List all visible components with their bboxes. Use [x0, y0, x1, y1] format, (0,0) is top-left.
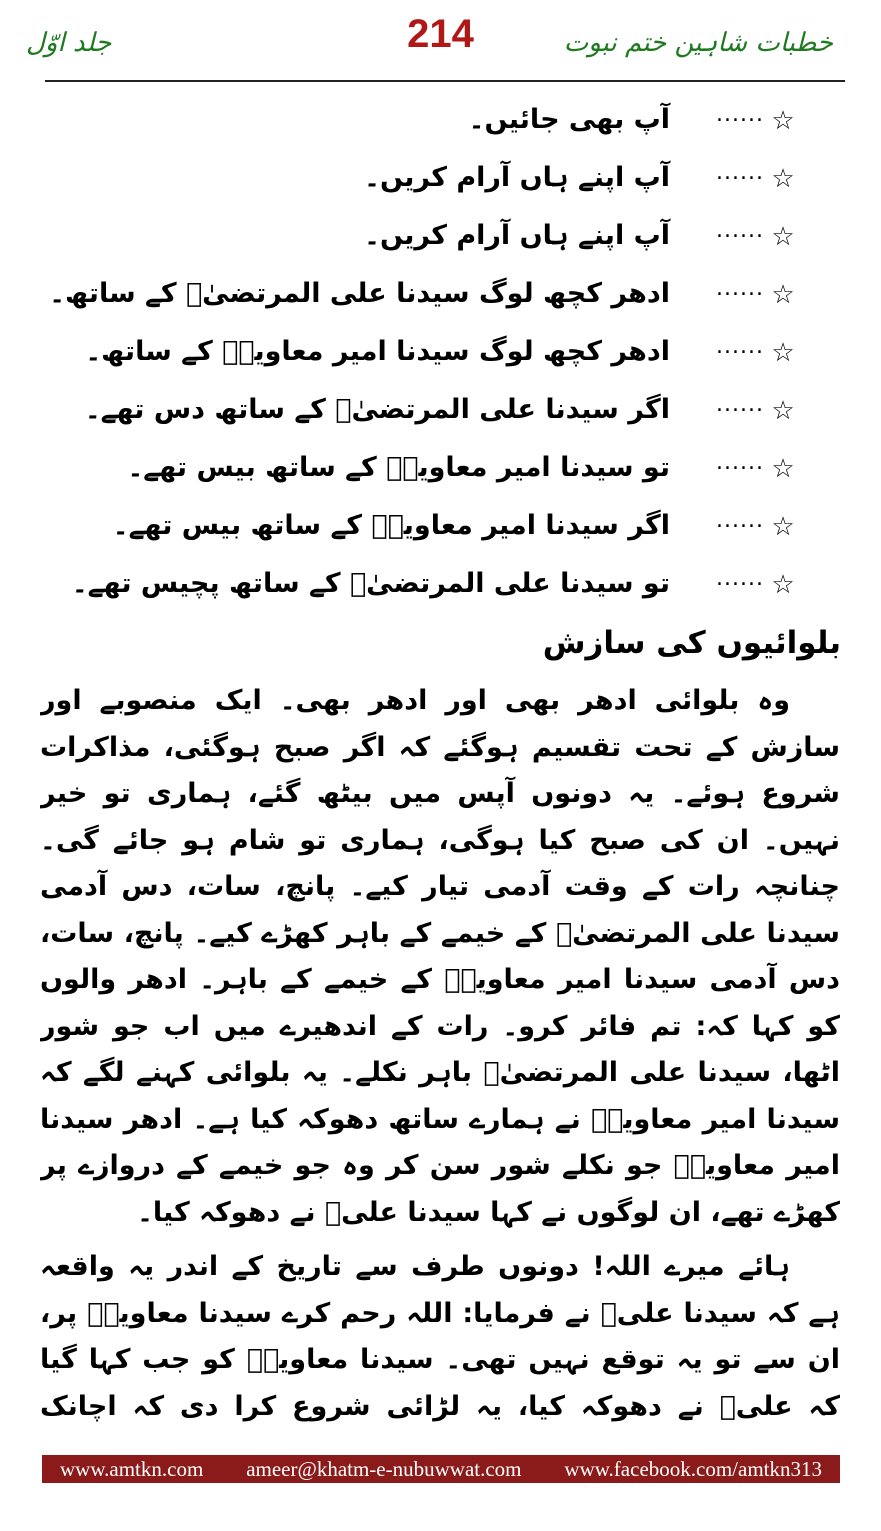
- list-item: [40, 332, 800, 390]
- star-icon: ☆: [771, 222, 795, 252]
- dot-leader: ......: [716, 334, 764, 359]
- list-item: [40, 506, 800, 564]
- bullet-text: آپ اپنے ہاں آرام کریں۔: [364, 162, 670, 193]
- star-icon: ☆: [771, 280, 795, 310]
- star-icon: ☆: [771, 396, 795, 426]
- dot-leader: ......: [716, 566, 764, 591]
- volume-label: جلد اوّل: [26, 28, 112, 58]
- bullet-text: ادھر کچھ لوگ سیدنا امیر معاویہؓ کے ساتھ۔: [85, 336, 670, 367]
- footer-website-link[interactable]: www.amtkn.com: [60, 1456, 204, 1481]
- dot-leader: ......: [716, 508, 764, 533]
- footer-bar: [42, 1455, 840, 1483]
- section-heading: بلوائیوں کی سازش: [542, 625, 841, 661]
- bullet-text: ادھر کچھ لوگ سیدنا علی المرتضیٰؓ کے ساتھ۔: [49, 278, 670, 309]
- star-icon: ☆: [771, 106, 795, 136]
- footer-email-link[interactable]: ameer@khatm-e-nubuwwat.com: [246, 1456, 522, 1481]
- bullet-text: تو سیدنا امیر معاویہؓ کے ساتھ بیس تھے۔: [127, 452, 670, 483]
- paragraph: ہائے میرے اللہ! دونوں طرف سے تاریخ کے اندر یہ واقعہ ہے کہ سیدنا علیؓ نے فرمایا: اللہ رحم کرے سیدنا معاویہؓ پر، ان سے تو یہ توقع نہیں تھی۔ سیدنا معاویہؓ کو جب کہا گیا کہ علیؓ نے دھوکہ کیا، یہ لڑائی شروع کرا دی کہ اچانک: [40, 1251, 840, 1422]
- bullet-text: اگر سیدنا علی المرتضیٰؓ کے ساتھ دس تھے۔: [84, 394, 670, 425]
- dot-leader: ......: [716, 276, 764, 301]
- list-item: [40, 390, 800, 448]
- dot-leader: ......: [716, 392, 764, 417]
- star-icon: ☆: [771, 570, 795, 600]
- page-number: 214: [407, 12, 474, 56]
- bullet-list: [40, 100, 800, 622]
- dot-leader: ......: [716, 218, 764, 243]
- body-text: [40, 678, 840, 1438]
- paragraph: وہ بلوائی ادھر بھی اور ادھر بھی۔ ایک منصوبے اور سازش کے تحت تقسیم ہوگئے کہ اگر صبح ہوگئی، مذاکرات شروع ہوئے۔ یہ دونوں آپس میں بیٹھ گئے، ہماری تو خیر نہیں۔ ان کی صبح کیا ہوگی، ہماری تو شام ہو جائے گی۔ چنانچہ رات کے وقت آدمی تیار کیے۔ پانچ، سات، دس آدمی سیدنا علی المرتضیٰؓ کے خیمے کے باہر کھڑے کیے۔ پانچ، سات، دس آدمی سیدنا امیر معاویہؓ کے خیمے کے باہر۔ ادھر والوں کو کہا کہ: تم فائر کرو۔ رات کے اندھیرے میں اب جو شور اٹھا، سیدنا علی المرتضیٰؓ باہر نکلے۔ یہ بلوائی کہنے لگے کہ سیدنا امیر معاویہؓ نے ہمارے ساتھ دھوکہ کیا ہے۔ ادھر سیدنا امیر معاویہؓ جو نکلے شور سن کر وہ جو خیمے کے دروازے پر کھڑے تھے، ان لوگوں نے کہا سیدنا علیؓ نے دھوکہ کیا۔: [40, 685, 840, 1228]
- list-item: [40, 564, 800, 622]
- bullet-text: اگر سیدنا امیر معاویہؓ کے ساتھ بیس تھے۔: [112, 510, 670, 541]
- bullet-text: آپ بھی جائیں۔: [468, 104, 670, 135]
- star-icon: ☆: [771, 454, 795, 484]
- header-divider: [45, 80, 845, 82]
- bullet-text: آپ اپنے ہاں آرام کریں۔: [364, 220, 670, 251]
- star-icon: ☆: [771, 338, 795, 368]
- star-icon: ☆: [771, 512, 795, 542]
- footer-facebook-link[interactable]: www.facebook.com/amtkn313: [564, 1456, 822, 1481]
- dot-leader: ......: [716, 160, 764, 185]
- list-item: [40, 216, 800, 274]
- list-item: [40, 158, 800, 216]
- page-header: [0, 0, 881, 80]
- book-title: خطبات شاہین ختم نبوت: [563, 28, 833, 58]
- list-item: [40, 100, 800, 158]
- bullet-text: تو سیدنا علی المرتضیٰؓ کے ساتھ پچیس تھے۔: [71, 568, 670, 599]
- star-icon: ☆: [771, 164, 795, 194]
- dot-leader: ......: [716, 102, 764, 127]
- list-item: [40, 448, 800, 506]
- dot-leader: ......: [716, 450, 764, 475]
- list-item: [40, 274, 800, 332]
